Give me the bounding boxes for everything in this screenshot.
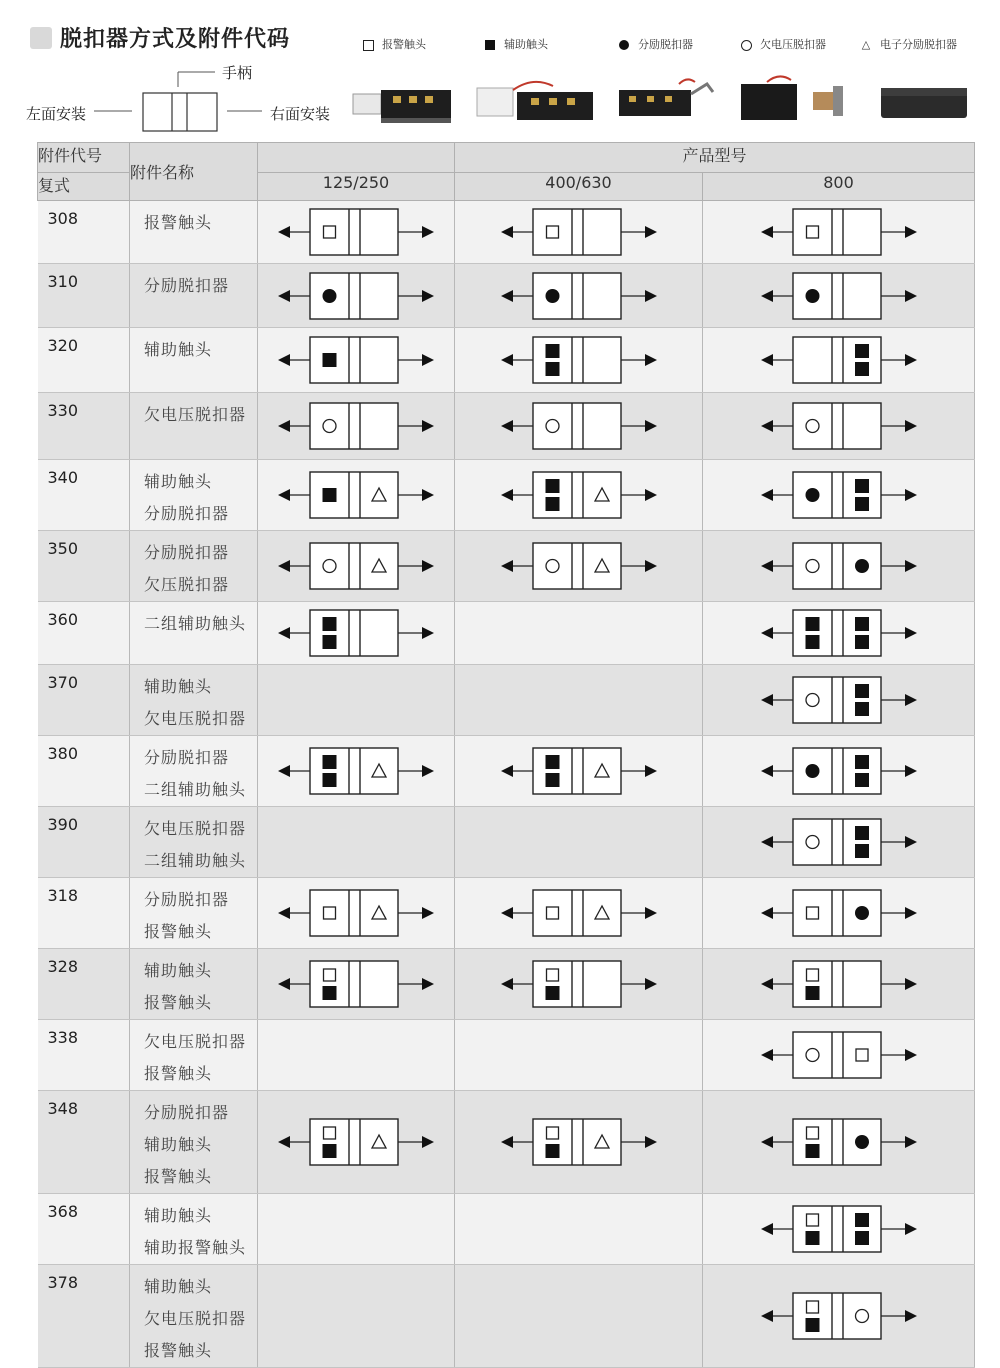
accessory-name [130,201,258,264]
auxiliary-contact-icon [855,362,869,376]
accessory-name-line: 二组辅助触头 [144,780,247,799]
shunt-release-icon [855,559,869,573]
auxiliary-contact-icon [545,755,559,769]
shunt-release-icon [545,289,559,303]
model-cell [258,949,455,1020]
table-row [38,1091,975,1194]
breaker-accessory-diagram [499,470,659,520]
accessory-code: 350 [38,531,130,602]
model-cell [258,201,455,264]
model-cell [455,201,703,264]
breaker-accessory-diagram [276,401,436,451]
model-cell [455,1020,703,1091]
accessory-code: 338 [38,1020,130,1091]
accessory-code: 370 [38,665,130,736]
breaker-accessory-diagram [499,335,659,385]
auxiliary-contact-icon [805,1318,819,1332]
model-cell [455,878,703,949]
model-cell [455,460,703,531]
model-cell [455,949,703,1020]
model-cell [455,393,703,460]
table-row [38,736,975,807]
undervoltage-release-icon [323,560,336,573]
breaker-accessory-diagram [759,1030,919,1080]
model-cell [258,264,455,328]
accessory-name-line: 欠电压脱扣器 [144,1032,247,1051]
breaker-accessory-diagram [276,470,436,520]
accessory-name-line: 分励脱扣器 [144,543,230,562]
accessory-name-line: 分励脱扣器 [144,748,230,767]
auxiliary-contact-icon [855,1213,869,1227]
breaker-accessory-diagram [276,207,436,257]
table-row [38,531,975,602]
model-cell [703,328,975,393]
model-cell [455,736,703,807]
header-model-group: 产品型号 [455,143,975,173]
breaker-accessory-diagram [499,271,659,321]
shunt-release-icon [616,38,632,51]
accessory-name-line: 报警触头 [144,1341,213,1360]
model-cell [703,1091,975,1194]
alarm-contact-icon [360,38,376,51]
accessory-code: 360 [38,602,130,665]
legend-item [858,36,957,52]
accessory-code: 308 [38,201,130,264]
table-row [38,328,975,393]
header-blank [258,143,455,173]
model-cell [455,531,703,602]
auxiliary-contact-icon [545,773,559,787]
auxiliary-contact-icon [805,1231,819,1245]
accessory-name-line: 辅助触头 [144,1277,213,1296]
header-model-125-250: 125/250 [258,173,455,201]
model-cell [258,1265,455,1368]
breaker-accessory-diagram [276,271,436,321]
breaker-accessory-diagram [276,959,436,1009]
alarm-contact-icon [806,907,818,919]
title-marker [30,27,52,49]
legend-item [360,36,426,52]
model-cell [703,1265,975,1368]
accessory-code: 310 [38,264,130,328]
breaker-accessory-diagram [499,207,659,257]
alarm-contact-icon [806,226,818,238]
model-cell [703,665,975,736]
model-cell [703,264,975,328]
alarm-contact-icon [324,969,336,981]
accessory-name [130,736,258,807]
breaker-accessory-diagram [759,1291,919,1341]
accessory-name [130,328,258,393]
breaker-accessory-diagram [759,746,919,796]
accessory-name [130,393,258,460]
accessory-name-line: 辅助触头 [144,1206,213,1225]
breaker-accessory-diagram [499,888,659,938]
breaker-accessory-diagram [276,335,436,385]
undervoltage-release-icon [323,420,336,433]
accessory-name-line: 报警触头 [144,922,213,941]
accessory-name-line: 欠电压脱扣器 [144,1309,247,1328]
auxiliary-contact-icon [323,986,337,1000]
accessory-name-line: 报警触头 [144,993,213,1012]
model-cell [703,949,975,1020]
table-row [38,1265,975,1368]
alarm-contact-icon [856,1049,868,1061]
table-row [38,665,975,736]
accessory-name [130,602,258,665]
shunt-release-icon [805,488,819,502]
model-cell [455,1091,703,1194]
accessory-name [130,1194,258,1265]
table-row [38,1194,975,1265]
accessory-name-line: 欠电压脱扣器 [144,709,247,728]
electronic-shunt-release-photo [875,72,975,132]
accessory-name-line: 二组辅助触头 [144,851,247,870]
model-cell [703,736,975,807]
alarm-contact-icon [324,1127,336,1139]
alarm-contact-icon [324,907,336,919]
accessory-code: 320 [38,328,130,393]
alarm-contact-icon [806,1301,818,1313]
auxiliary-contact-icon [855,1231,869,1245]
auxiliary-contact-icon [855,702,869,716]
electronic-shunt-release-icon: △ [861,38,871,51]
undervoltage-release-icon [806,420,819,433]
auxiliary-contact-icon [545,1144,559,1158]
shunt-release-photo [613,72,718,132]
header-model-400-630: 400/630 [455,173,703,201]
model-cell [455,665,703,736]
model-cell [703,602,975,665]
shunt-release-icon [855,906,869,920]
accessory-name-line: 二组辅助触头 [144,614,247,633]
legend-item [482,36,548,52]
breaker-accessory-diagram [759,817,919,867]
accessory-photos [345,72,975,132]
model-cell [703,393,975,460]
shunt-release-icon [805,289,819,303]
accessory-code: 390 [38,807,130,878]
header-name: 附件名称 [130,143,258,201]
model-cell [455,807,703,878]
breaker-accessory-diagram [499,541,659,591]
auxiliary-contact-icon [855,826,869,840]
breaker-accessory-diagram [759,207,919,257]
model-cell [455,328,703,393]
accessory-name-line: 报警触头 [144,1064,213,1083]
accessory-code: 330 [38,393,130,460]
auxiliary-contact-icon [855,497,869,511]
breaker-outline-icon [20,62,350,142]
auxiliary-contact-icon [545,986,559,1000]
breaker-accessory-diagram [499,959,659,1009]
breaker-accessory-diagram [759,470,919,520]
handle-label: 手柄 [222,64,253,82]
accessory-name-line: 辅助触头 [144,677,213,696]
breaker-accessory-diagram [276,608,436,658]
model-cell [258,460,455,531]
model-cell [258,1020,455,1091]
accessory-name-line: 分励脱扣器 [144,504,230,523]
page-header [30,22,290,53]
accessory-name-line: 辅助触头 [144,1135,213,1154]
shunt-release-icon [805,764,819,778]
accessory-name [130,1091,258,1194]
model-cell [258,328,455,393]
accessory-name [130,878,258,949]
auxiliary-contact-icon [545,497,559,511]
auxiliary-contact-icon [323,488,337,502]
model-cell [258,531,455,602]
shunt-release-icon [323,289,337,303]
shunt-release-icon [855,1135,869,1149]
undervoltage-release-icon [546,560,559,573]
header-model-800: 800 [703,173,975,201]
accessory-name-line: 辅助报警触头 [144,1238,247,1257]
accessory-code: 340 [38,460,130,531]
accessory-name-line: 报警触头 [144,1167,213,1186]
model-cell [258,602,455,665]
table-row [38,807,975,878]
model-cell [455,1194,703,1265]
model-cell [258,736,455,807]
accessory-code: 380 [38,736,130,807]
legend-label: 报警触头 [382,38,426,51]
table-row [38,264,975,328]
breaker-accessory-diagram [759,959,919,1009]
breaker-accessory-diagram [276,746,436,796]
model-cell [258,1194,455,1265]
auxiliary-contact-icon [323,1144,337,1158]
model-cell [703,878,975,949]
breaker-accessory-diagram [759,675,919,725]
undervoltage-release-icon [806,560,819,573]
breaker-accessory-diagram [499,401,659,451]
undervoltage-release-icon [806,1049,819,1062]
model-cell [703,460,975,531]
undervoltage-release-icon [738,38,754,51]
accessory-code: 348 [38,1091,130,1194]
undervoltage-release-photo [737,72,857,132]
model-cell [455,264,703,328]
model-cell [455,602,703,665]
alarm-contact-icon [546,1127,558,1139]
undervoltage-release-icon [806,694,819,707]
table-row [38,460,975,531]
header-code-bottom: 复式 [38,173,130,201]
install-diagram [20,62,350,142]
alarm-contact-icon [324,226,336,238]
accessory-name [130,531,258,602]
model-cell [258,1091,455,1194]
legend-item [616,36,693,52]
auxiliary-contact-icon [805,986,819,1000]
legend-label: 辅助触头 [504,38,548,51]
right-install-label: 右面安装 [270,105,331,123]
accessory-name-line: 辅助触头 [144,340,213,359]
breaker-accessory-diagram [499,746,659,796]
breaker-accessory-diagram [759,401,919,451]
table-row [38,949,975,1020]
auxiliary-contact-icon [545,362,559,376]
model-cell [703,201,975,264]
accessory-name [130,807,258,878]
accessory-name-line: 欠压脱扣器 [144,575,230,594]
model-cell [703,807,975,878]
header-code-top: 附件代号 [38,143,130,173]
model-cell [703,531,975,602]
breaker-accessory-diagram [759,271,919,321]
accessory-code: 368 [38,1194,130,1265]
model-cell [703,1194,975,1265]
accessory-name-line: 分励脱扣器 [144,1103,230,1122]
accessory-name [130,1265,258,1368]
auxiliary-contact-icon [855,617,869,631]
legend-label: 分励脱扣器 [638,38,693,51]
auxiliary-contact-icon [855,773,869,787]
accessory-name-line: 分励脱扣器 [144,890,230,909]
breaker-accessory-diagram [759,541,919,591]
accessory-name-line: 欠电压脱扣器 [144,405,247,424]
alarm-contact-icon [546,907,558,919]
alarm-contact-icon [806,1127,818,1139]
model-cell [258,807,455,878]
auxiliary-contact-icon [805,1144,819,1158]
model-cell [258,665,455,736]
accessory-code-table [37,142,974,1368]
table-row [38,878,975,949]
alarm-contact-icon [806,969,818,981]
breaker-accessory-diagram [759,1204,919,1254]
accessory-name-line: 报警触头 [144,213,213,232]
accessory-name [130,949,258,1020]
breaker-accessory-diagram [759,1117,919,1167]
auxiliary-contact-icon [855,684,869,698]
auxiliary-contact-icon [545,344,559,358]
auxiliary-contact-icon [323,353,337,367]
auxiliary-contact-icon [482,38,498,51]
table-row [38,1020,975,1091]
alarm-contact-icon [546,226,558,238]
accessory-name-line: 欠电压脱扣器 [144,819,247,838]
model-cell [258,878,455,949]
undervoltage-release-icon [855,1310,868,1323]
accessory-name-line: 辅助触头 [144,472,213,491]
accessory-name-line: 辅助触头 [144,961,213,980]
auxiliary-contact-icon [323,617,337,631]
auxiliary-contact-icon [805,635,819,649]
breaker-accessory-diagram [276,1117,436,1167]
auxiliary-contact-photo [473,72,598,132]
auxiliary-contact-icon [323,773,337,787]
breaker-accessory-diagram [276,888,436,938]
auxiliary-contact-icon [855,635,869,649]
accessory-name [130,264,258,328]
alarm-contact-photo [345,72,455,132]
alarm-contact-icon [806,1214,818,1226]
page-title: 脱扣器方式及附件代码 [60,27,291,52]
accessory-code: 378 [38,1265,130,1368]
breaker-accessory-diagram [759,608,919,658]
auxiliary-contact-icon [323,755,337,769]
auxiliary-contact-icon [855,755,869,769]
legend-item [738,36,826,52]
breaker-accessory-diagram [759,888,919,938]
accessory-name [130,665,258,736]
auxiliary-contact-icon [855,344,869,358]
breaker-accessory-diagram [499,1117,659,1167]
accessory-name [130,460,258,531]
breaker-accessory-diagram [759,335,919,385]
auxiliary-contact-icon [323,635,337,649]
auxiliary-contact-icon [855,844,869,858]
table-row [38,393,975,460]
left-install-label: 左面安装 [26,105,87,123]
auxiliary-contact-icon [545,479,559,493]
accessory-code: 318 [38,878,130,949]
table-row [38,201,975,264]
legend-label: 电子分励脱扣器 [880,38,957,51]
model-cell [455,1265,703,1368]
model-cell [703,1020,975,1091]
accessory-name-line: 分励脱扣器 [144,276,230,295]
accessory-name [130,1020,258,1091]
breaker-accessory-diagram [276,541,436,591]
auxiliary-contact-icon [805,617,819,631]
legend-label: 欠电压脱扣器 [760,38,826,51]
alarm-contact-icon [546,969,558,981]
auxiliary-contact-icon [855,479,869,493]
model-cell [258,393,455,460]
undervoltage-release-icon [806,836,819,849]
accessory-code: 328 [38,949,130,1020]
table-row [38,602,975,665]
undervoltage-release-icon [546,420,559,433]
